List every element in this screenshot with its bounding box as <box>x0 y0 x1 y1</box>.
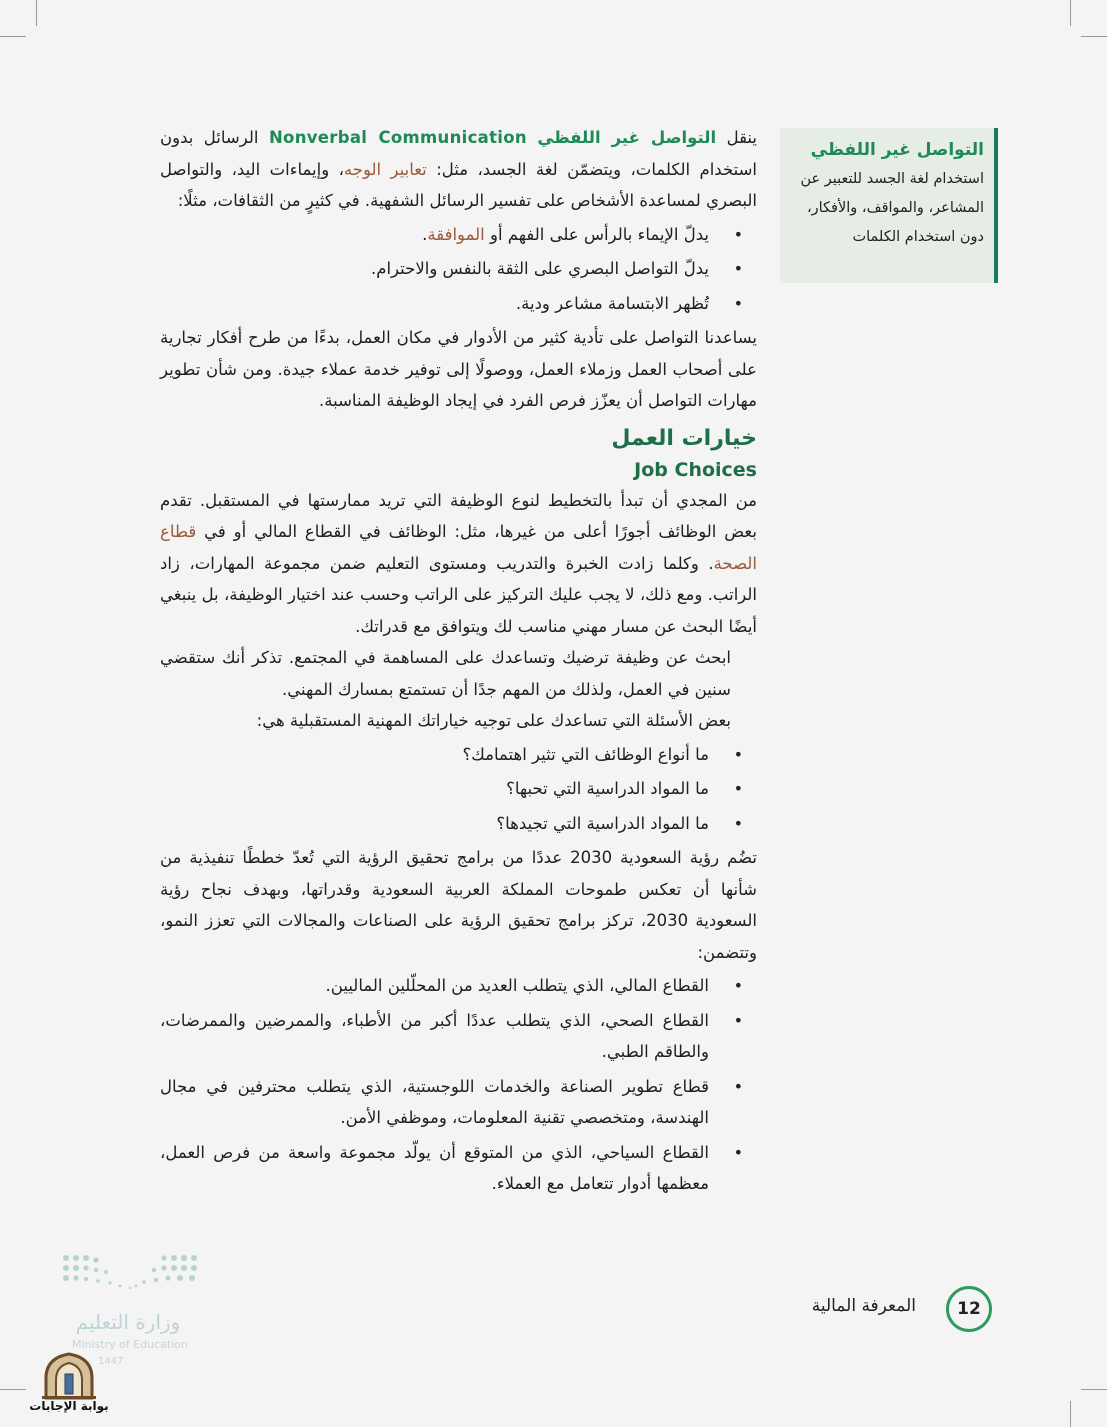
paragraph-part: من المجدي أن تبدأ بالتخطيط لنوع الوظيفة التي تريد ممارستها في المستقبل. تقدم بعض الوظائف أجورًا أعلى من غيرها، مثل: الوظائف في القطاع المالي أو في <box>160 490 757 541</box>
list-item-highlight: الموافقة <box>427 224 485 244</box>
definition-title: التواصل غير اللفظي <box>810 140 984 160</box>
definition-text: استخدام لغة الجسد للتعبير عن المشاعر، والمواقف، والأفكار، دون استخدام الكلمات <box>800 171 984 245</box>
list-item: • ما أنواع الوظائف التي تثير اهتمامك؟ <box>160 739 709 771</box>
intro-lead: ينقل <box>716 128 757 147</box>
intro-rest-b: ، وإيماءات اليد، والتواصل البصري لمساعدة الأشخاص على تفسير الرسائل الشفهية. في كثيرٍ من الثقافات، مثلًا: <box>160 159 757 210</box>
list-item <box>160 219 709 251</box>
watermark-text: بوابة الإجابات <box>29 1399 109 1413</box>
list-item-tail: . <box>422 224 428 244</box>
section-title-arabic: خيارات العمل <box>611 425 757 451</box>
intro-rest-a: الرسائل بدون استخدام الكلمات، ويتضمّن لغة الجسد، مثل: <box>160 128 758 179</box>
list-item-text: يدلّ التواصل البصري على الثقة بالنفس والاحترام. <box>371 259 709 278</box>
ministry-name-english: Ministry of Education <box>71 1338 188 1351</box>
crop-mark <box>36 0 37 26</box>
list-item: • القطاع السياحي، الذي من المتوقع أن يولّد مجموعة واسعة من فرص العمل، معظمها أدوار تتعامل مع العملاء. <box>160 1137 709 1200</box>
paragraph-highlight: قطاع الصحة <box>160 522 757 573</box>
main-content <box>160 122 757 1203</box>
intro-paragraph <box>160 122 757 217</box>
list-item: • القطاع الصحي، الذي يتطلب عددًا أكبر من الأطباء، والممرضين والممرضات، والطاقم الطبي. <box>160 1005 709 1068</box>
term-english: Nonverbal Communication <box>268 128 527 147</box>
list-item: • ما المواد الدراسية التي تحبها؟ <box>160 773 709 805</box>
list-item: • القطاع المالي، الذي يتطلب العديد من المحلّلين الماليين. <box>160 970 709 1002</box>
vision-paragraph: تضُم رؤية السعودية 2030 عددًا من برامج تحقيق الرؤية التي تُعدّ خططًا تنفيذية من شأنها أن تعكس طموحات المملكة العربية السعودية وقدراتها، وبهدف نجاح رؤية السعودية 2030، تركز برامج تحقيق الرؤية على الصناعات والمجالات التي تعزز النمو، وتتضمن: <box>160 848 757 962</box>
term-arabic: التواصل غير اللفظي <box>537 128 717 147</box>
sectors-list <box>160 970 757 1200</box>
crop-mark <box>0 36 26 37</box>
list-item <box>160 288 709 320</box>
page-number: 12 <box>946 1286 992 1332</box>
crop-mark <box>0 1389 26 1390</box>
workplace-paragraph: يساعدنا التواصل على تأدية كثير من الأدوار في مكان العمل، بدءًا من طرح أفكار تجارية على أصحاب العمل وزملاء العمل، ووصولًا إلى توفير خدمة عملاء جيدة. ومن شأن تطوير مهارات التواصل أن يعزّز فرص الفرد في إيجاد الوظيفة المناسبة. <box>160 328 757 410</box>
list-item-text: تُظهر الابتسامة مشاعر ودية. <box>515 293 709 313</box>
questions-intro: بعض الأسئلة التي تساعدك على توجيه خياراتك المهنية المستقبلية هي: <box>256 711 731 730</box>
section-title-english: Job Choices <box>634 458 757 481</box>
list-item <box>160 253 709 285</box>
career-questions-list <box>160 739 757 840</box>
book-title: المعرفة المالية <box>811 1296 916 1316</box>
intro-highlight: تعابير الوجه <box>343 159 427 179</box>
job-choice-paragraph <box>160 485 757 643</box>
ministry-name-arabic: وزارة التعليم <box>75 1310 181 1334</box>
nonverbal-examples-list <box>160 219 757 320</box>
list-item: • ما المواد الدراسية التي تجيدها؟ <box>160 808 709 840</box>
crop-mark <box>1081 1389 1107 1390</box>
definition-box <box>780 128 998 283</box>
crop-mark <box>1070 1401 1071 1427</box>
satisfaction-paragraph: ابحث عن وظيفة ترضيك وتساعدك على المساهمة في المجتمع. تذكر أنك ستقضي سنين في العمل، ولذلك من المهم جدًا أن تستمتع بمسارك المهني. <box>160 648 731 699</box>
list-item: • قطاع تطوير الصناعة والخدمات اللوجستية، الذي يتطلب محترفين في مجال الهندسة، ومتخصصي تقنية المعلومات، وموظفي الأمن. <box>160 1071 709 1134</box>
paragraph-part: . وكلما زادت الخبرة والتدريب ومستوى التعليم ضمن مجموعة المهارات، زاد الراتب. ومع ذلك، لا يجب عليك التركيز على الراتب وحسب عند اختيار الوظيفة، بل ينبغي أيضًا البحث عن مسار مهني مناسب لك ويتوافق مع قدراتك. <box>160 553 757 636</box>
crop-mark <box>1081 36 1107 37</box>
list-item-text: يدلّ الإيماء بالرأس على الفهم أو <box>484 224 709 244</box>
crop-mark <box>1070 0 1071 26</box>
ministry-year: 1447 <box>98 1356 124 1367</box>
